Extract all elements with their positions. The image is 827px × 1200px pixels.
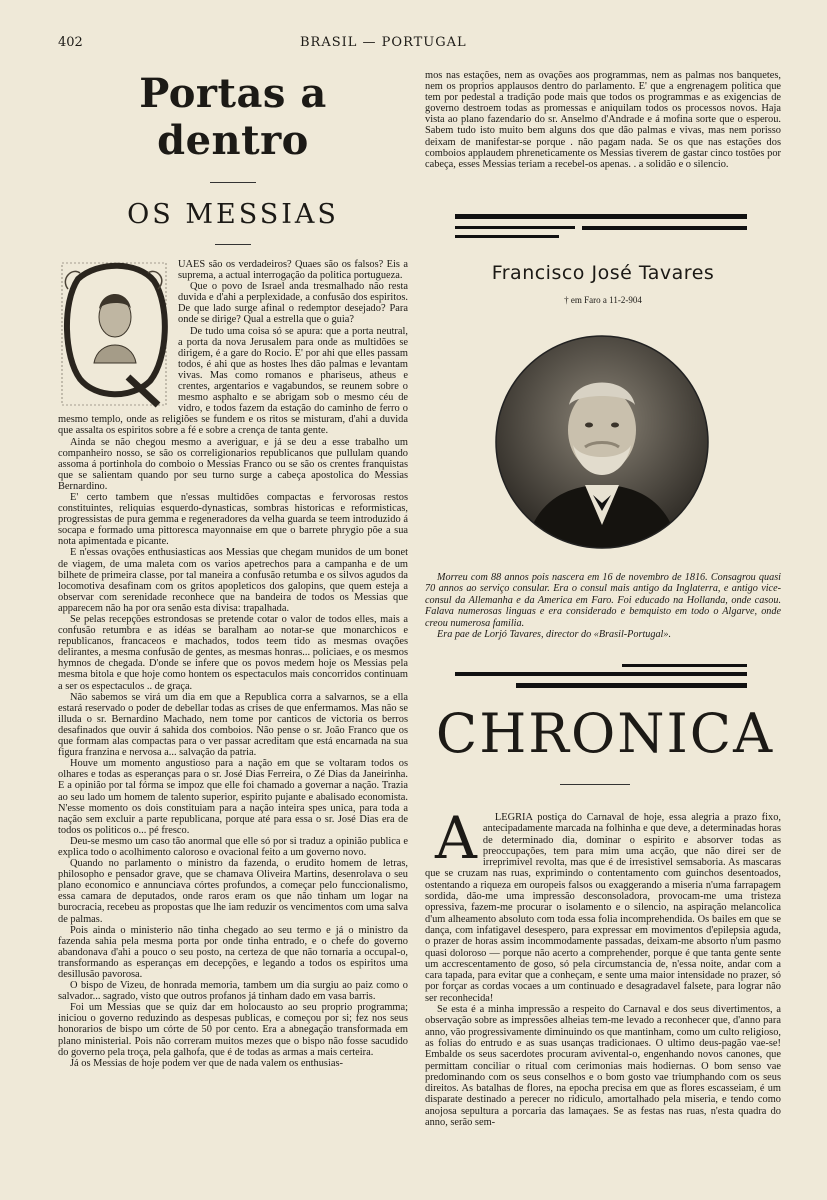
heavy-rule <box>516 683 747 688</box>
portrait-illustration <box>495 335 709 549</box>
chronica-body <box>425 804 781 1129</box>
heavy-rule <box>622 664 747 667</box>
paragraph: mos nas estações, nem as ovações aos programmas, nem as palmas nos banquetes, nem os proprios applausos dentro do parlamento. E' que a engrenagem politica que tem por pedestal a tradição pode mais que todos os programmas e as exigencias de governo destroem todas as promessas e aniquilam todos os processos novos. Haja vista ao plano fazendario do sr. Anselmo d'Andrade e á mofina sorte que o esperou. Sabem tudo isto muito bem alguns dos que dão palmas e vivas, mas nem porisso deixam de manifestar-se porque . não pagam nada. Se os que nas estações dos comboios applaudem phreneticamente os Messias tiverem de gastar cinco tostões por cabeça, esses Messias teriam a recebel-os apenas. . a solidão e o silencio. <box>425 70 781 170</box>
paragraph: E' certo tambem que n'essas multidões compactas e fervorosas restos constituintes, reliquias esquerdo-dynasticas, sombras historicas e reformisticas, progressistas de pura gemma e regeneradores da velha guarda se teem introduzido á socapa e formado uma pittoresca mayonnaise em que o barrete phrygio põe a sua nota apimentada e picante. <box>58 491 408 548</box>
heavy-rule <box>582 226 747 230</box>
caption-paragraph: Era pae de Lorjó Tavares, director do «Brasil-Portugal». <box>437 629 672 641</box>
chronica-dropcap: A <box>435 804 477 872</box>
caption-paragraph: Morreu com 88 annos pois nascera em 16 de novembro de 1816. Consagrou quasi 70 annos ao serviço consular. Era o consul mais antigo da Inglaterra, e antigo vice-consul da Allemanha e da America em Faro. Foi educado na Hollanda, onde casou. Falava numerosas linguas e era considerado e bemquisto em todo o Algarve, onde creou numerosa familia. <box>425 572 781 629</box>
paragraph: Quando no parlamento o ministro da fazenda, o erudito homem de letras, philosopho e pensador grave, que se chamava Oliveira Martins, desenrolava o seu plano economico e annunciava córtes profundos, a começar pelo funccionalismo, essa camara de deputados, onde raros eram os que não tinham um logar na burocracia, recebeu as propostas que lhe iam reduzir os vencimentos com uma salva de palmas. <box>58 858 408 925</box>
chronica-title: CHRONICA <box>435 702 775 765</box>
paragraph: Se pelas recepções estrondosas se pretende cotar o valor de todos elles, mais a confusão retumbra e as idéas se baralham ao notar-se que monarchicos e republicanos, francaceos e machados, todos teem tido as mesmas ovações delirantes, a mesma confusão de gentes, as mesmas honras... policiaes, e os mesmos hymnos de chegada. D'onde se infere que os povos medem hoje os Messias pela mesma bitola e que hoje como hontem os espectaculos mais concorridos continuam a ser os espectaculos .. de graça. <box>58 614 408 692</box>
paragraph: O bispo de Vizeu, de honrada memoria, tambem um dia surgiu ao paiz como o salvador... sagrado, visto que outros profanos já tinham dado em vasa barris. <box>58 980 408 1003</box>
article-headline: Portas a dentro <box>139 70 327 164</box>
article-subhead: OS MESSIAS <box>127 199 339 230</box>
paragraph: De tudo uma coisa só se apura: que a porta neutral, a porta da nova Jerusalem para onde as multidões se dirigem, é a gare do Rocio. E' por ahi que elles passam todos, é ahi que as hostes lhes dão palmas e levantam vivas. Mas como romanos e phariseus, atheus e crentes, argentarios e vagabundos, se reunem sobre o mesmo asphalto e se abrigam sob o mesmo céu de vidro, e todos fazem da estação do caminho de ferro o mesmo templo, onde as religiões se fundem e os ritos se misturam, d'ahi a duvida que assalta os espiritos sobre a fé e sobre a crença de tanta gente. <box>58 325 408 437</box>
portrait-image <box>495 335 709 549</box>
heavy-rule <box>455 226 575 229</box>
paragraph: E n'essas ovações enthusiasticas aos Messias que chegam munidos de um bonet de viagem, de uma maleta com os varios apetrechos para a campanha e de um bilhete de primeira classe, por tal maneira a confusão retumba e os silvos agudos da locomotiva desafinam com os gritos apopleticos dos galopins, que quem esteja a observar com serenidade reconhece que na bandeira de todos os Messias que apparecem não ha por ora senão esta divisa: trapalhada. <box>58 547 408 614</box>
paragraph: Já os Messias de hoje podem ver que de nada valem os enthusias- <box>70 1057 343 1069</box>
paragraph: LEGRIA postiça do Carnaval de hoje, essa alegria a prazo fixo, antecipadamente marcada na folhinha e que deve, a determinadas horas de determinado dia, dominar o espirito e absorver todas as preoccupações, tem para mim uma acção, que não direi ser de irreprimivel revolta, mas que é de irresistivel semsaboria. As mascaras que se cruzam nas ruas, exprimindo o contentamento com guinchos desentoados, ostentando a riqueza em ouropeis falsos ou exaggerando a miseria n'uma farrapagem sordida, dão-me uma impressão desconsoladora, provocam-me uma tristeza opressiva, fazem-me procurar o isolamento e o silencio, na aspiração melancolica d'um alheamento absoluto com toda essa folia incomprehendida. Os bailes em que se dança, com infatigavel desespero, para expressar em movimentos d'epilepsia aguda, o prazer de horas assim incommodamente passadas, deixam-me absorto n'um pasmo quasi doloroso — porque não acerto a comprehender, porque é que tanta gente sente um accrescentamento de goso, só pela circumstancia de, n'essa noite, andar com a cara tapada, para evitar que a conheçam, e sente uma maior intensidade no prazer, só por forçar as cordas vocaes a um continuado e desagradavel falsete, para lograr não ser reconhecida! <box>425 812 781 1004</box>
chronica-divider <box>560 784 630 785</box>
ornamental-dropcap <box>58 259 170 409</box>
paragraph: Que o povo de Israel anda tresmalhado não resta duvida e d'ahi a perplexidade, a confusão dos espiritos. De que lado surge afinal o redemptor desejado? Para onde se dirige? Qual a estrella que o guia? <box>178 281 408 326</box>
left-column <box>58 60 408 1069</box>
obituary-date: † em Faro a 11-2-904 <box>564 295 642 305</box>
paragraph: Foi um Messias que se quiz dar em holocausto ao seu proprio programma; iniciou o governo reduzindo as despesas publicas, e começou por si; fez nos seus honorarios de bispo um córte de 50 por cento. Era a abnegação transformada em plano ministerial. Pois não correram muitos mezes que o bispo não fosse sacudido do governo pela troça, pela galhofa, que é de todas as armas a mais certeira. <box>58 1002 408 1058</box>
paragraph: Não sabemos se virá um dia em que a Republica corra a salvarnos, se a ella estará reservado o poder de debellar todas as crises de que enfermamos. Mas não se illuda o sr. Bernardino Machado, nem tome por canticos de victoria os berros desafinados que ouvir á sahida dos comboios. Não pense o sr. João Franco que os que formam alas compactas para o ver passar acreditam que está encarnada na sua figura franzina e nervosa a... salvação da patria. <box>58 691 408 759</box>
paragraph: Houve um momento angustioso para a nação em que se voltaram todos os olhares e todas as esperanças para o sr. José Dias Ferreira, o Zé Dias da Janeirinha. E a opinião por tal fórma se impoz que elle foi chamado a governar a nação. Trazia ao seu lado um homem de talento superior, espirito pujante e abalisado economista. N'esse momento os dois constituiam para a nação inteira spes unica, para toda a nação sem excluir a parte republicana, porque até para essa o sr. José Dias era de todos os politicos o... pé fresco. <box>58 758 408 836</box>
running-title: BRASIL — PORTUGAL <box>300 35 467 50</box>
headline-divider <box>210 182 256 183</box>
paragraph: Ainda se não chegou mesmo a averiguar, e já se deu a esse trabalho um companheiro nosso, se são os correligionarios republicanos que pullulam quando assoma á portinhola do comboio o Messias Franco ou se são os crentes franquistas que se salientam quando por seu turno surge a cabeça apostolica do Messias Bernardino. <box>58 436 408 492</box>
obituary-name: Francisco José Tavares <box>491 262 715 284</box>
paragraph: Deu-se mesmo um caso tão anormal que elle só por si traduz a opinião publica e explica todo o acolhimento caloroso e ovacional feito a um governo novo. <box>58 835 408 858</box>
heavy-rule <box>455 235 559 238</box>
article-body <box>58 259 408 1069</box>
portrait-caption <box>425 572 781 640</box>
heavy-rule <box>455 672 747 676</box>
dropcap-illustration <box>58 259 170 409</box>
paragraph: UAES são os verdadeiros? Quaes são os falsos? Eis a suprema, a actual interrogação da politica portugueza. <box>178 259 408 282</box>
paragraph: Se esta é a minha impressão a respeito do Carnaval e dos seus divertimentos, a observação sobre as impressões alheias tem-me levado a reconhecer que, d'anno para anno, vão progressivamente diminuindo os que mantinham, como um culto religioso, as folias do entrudo e as suas usanças tradicionaes. O ultimo deus-pagão vae-se! Embalde os seus sacerdotes procuram avivental-o, engenhando novos canones, que permittam conciliar o ritual com cerimonias mais hodiernas. O bom senso vae predominando com os seus conselhos e o bom gosto vae triumphando com os seus direitos. As batalhas de flores, na epocha precisa em que as flores escasseiam, é um disparate destinado a perecer no ridiculo, amortalhado pela miseria, e tendo como anojosa sepultura a porcaria das lamaçaes. Se as festas nas ruas, n'esta quadra do anno, serão sem- <box>425 1004 781 1129</box>
continuation-text <box>425 70 781 170</box>
page-number: 402 <box>58 35 83 50</box>
paragraph: Pois ainda o ministerio não tinha chegado ao seu termo e já o ministro da fazenda sahia pela mesma porta por onde tinha entrado, e o chefe do governo abandonava d'ahi a pouco o seu posto, na certeza de que não tornaria a occupal-o, transformando as esperanças em decepções, e legando a todos os espiritos uma desillusão pavorosa. <box>58 924 408 980</box>
heavy-rule <box>455 214 747 219</box>
subhead-divider <box>215 244 251 245</box>
